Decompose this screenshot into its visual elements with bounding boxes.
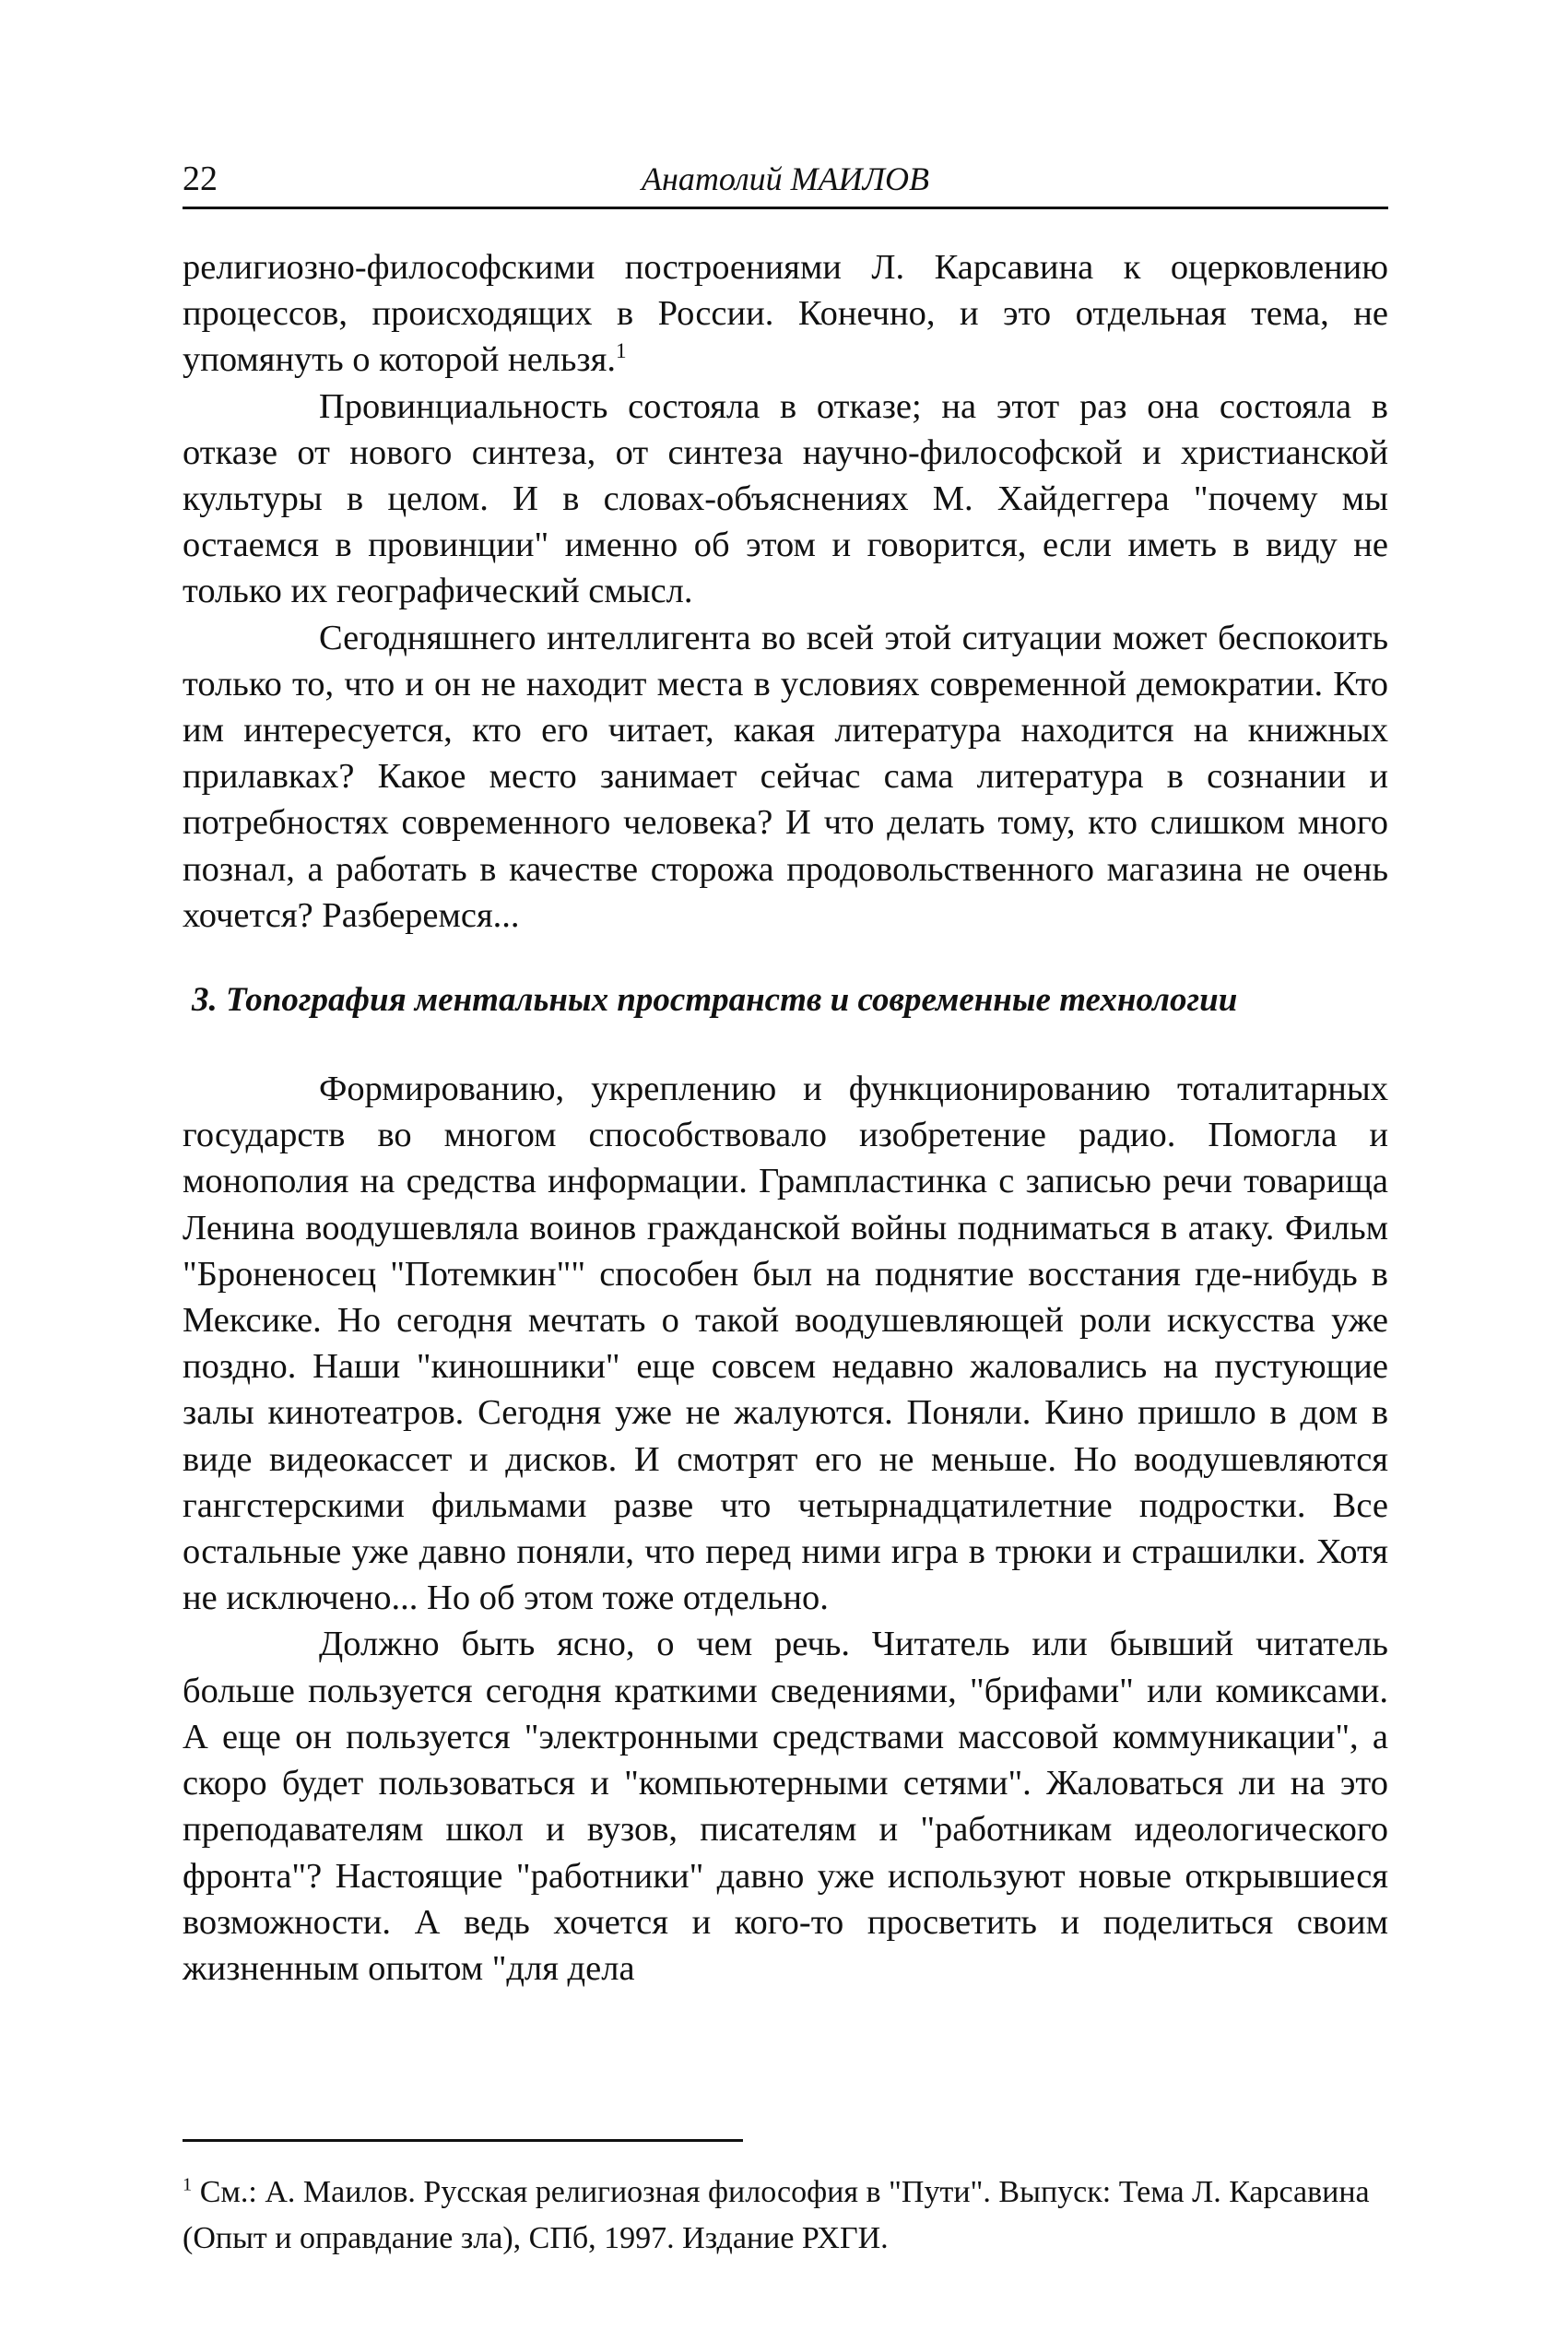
footnote-rule	[183, 2139, 743, 2142]
footnote	[183, 2170, 1388, 2262]
paragraph-1-text: религиозно-философскими построениями Л. Карсавина к оцерковлению процессов, происходящих в России. Конечно, и это отдельная тема, не упомянуть о которой нельзя.	[183, 248, 1388, 380]
section-heading: 3. Топография ментальных пространств и современные технологии	[192, 981, 1238, 1020]
paragraph-4: Формированию, укреплению и функционированию тоталитарных государств во многом способствовало изобретение радио. Помогла и монополия на средства информации. Грампластинка с записью речи товарища Ленина воодушевляла воинов гражданской войны подниматься в атаку. Фильм "Броненосец "Потемкин"" способен был на поднятие восстания где-нибудь в Мексике. Но сегодня мечтать о такой воодушевляющей роли искусства уже поздно. Наши "киношники" еще совсем недавно жаловались на пустующие залы кинотеатров. Сегодня уже не жалуются. Поняли. Кино пришло в дом в виде видеокассет и дисков. И смотрят его не меньше. Но воодушевляются гангстерскими фильмами разве что четырнадцатилетние подростки. Все остальные уже давно поняли, что перед ними игра в трюки и страшилки. Хотя не исключено... Но об этом тоже отдельно.	[183, 1070, 1388, 1618]
page-number: 22	[183, 160, 218, 198]
paragraph-1	[183, 244, 1388, 384]
paragraph-3: Сегодняшнего интеллигента во всей этой ситуации может беспокоить только то, что и он не находит места в условиях современной демократии. Кто им интересуется, кто его читает, какая литература находится на книжных прилавках? Какое место занимает сейчас сама литература в сознании и потребностях современного человека? И что делать тому, кто слишком много познал, а работать в качестве сторожа продовольственного магазина не очень хочется? Разберемся...	[183, 618, 1388, 935]
footnote-number: 1	[183, 2174, 193, 2195]
paragraph-2: Провинциальность состояла в отказе; на этот раз она состояла в отказе от нового синтеза, от синтеза научно-философской и христианской культуры в целом. И в словах-объяснениях М. Хайдеггера "почему мы остаемся в провинции" именно об этом и говорится, если иметь в виду не только их географический смысл.	[183, 386, 1388, 611]
header-rule	[183, 207, 1388, 209]
footnote-text: См.: А. Маилов. Русская религиозная философия в "Пути". Выпуск: Тема Л. Карсавина (Опыт и оправдание зла), СПб, 1997. Издание РХГИ.	[183, 2175, 1370, 2255]
body-text	[183, 244, 1388, 1992]
page-header	[183, 155, 1388, 203]
footnote-reference[interactable]: 1	[615, 338, 627, 363]
paragraph-5: Должно быть ясно, о чем речь. Читатель или бывший читатель больше пользуется сегодня краткими сведениями, "брифами" или комиксами. А еще он пользуется "электронными средствами массовой коммуникации", а скоро будет пользоваться и "компьютерными сетями". Жаловаться ли на это преподавателям школ и вузов, писателям и "работникам идеологического фронта"? Настоящие "работники" давно уже используют новые открывшиеся возможности. А ведь хочется и кого-то просветить и поделиться своим жизненным опытом "для дела	[183, 1625, 1388, 1988]
running-title: Анатолий МАИЛОВ	[642, 160, 929, 197]
